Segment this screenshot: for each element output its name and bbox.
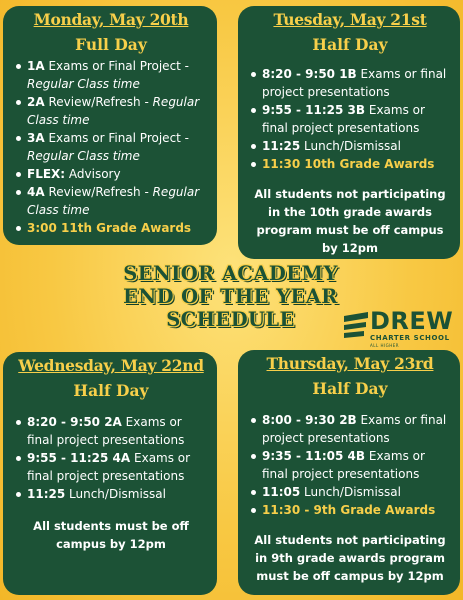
list-item-awards: 11:30 - 9th Grade Awards: [262, 501, 452, 519]
item-text: Exams or Final Project -: [44, 131, 190, 145]
item-text: Exams or final project presentations: [262, 413, 447, 445]
item-text: Review/Refresh -: [44, 185, 153, 199]
list-item: [27, 183, 209, 219]
list-item: [262, 411, 452, 447]
item-time: 8:00 - 9:30 2B: [262, 413, 357, 427]
item-text: Exams or Final Project -: [44, 59, 190, 73]
list-item: [262, 137, 452, 155]
list-item: [27, 93, 209, 129]
item-time: 11:25: [262, 139, 301, 153]
logo-name: DREW: [370, 307, 454, 335]
page-title: [98, 262, 363, 331]
item-text: Advisory: [65, 167, 121, 181]
tuesday-day-heading: Tuesday, May 21st: [273, 10, 427, 29]
title-line: END OF THE YEAR: [123, 285, 338, 308]
list-item: [27, 449, 209, 485]
list-item: [262, 447, 452, 483]
tuesday-card: [238, 6, 460, 259]
item-text: Exams or final project presentations: [262, 449, 425, 481]
item-time: 2A: [27, 95, 45, 109]
wednesday-schedule-list: [13, 413, 209, 503]
monday-day-heading: Monday, May 20th: [33, 10, 189, 29]
thursday-day-type: Half Day: [312, 379, 388, 398]
item-time: 4A: [27, 185, 45, 199]
item-text: Exams or final project presentations: [27, 451, 191, 483]
item-text: Exams or final project presentations: [27, 415, 185, 447]
item-text: Exams or final project presentations: [262, 103, 425, 135]
list-item: [27, 129, 209, 165]
list-item-awards: 3:00 11th Grade Awards: [27, 219, 209, 237]
thursday-day-heading: Thursday, May 23rd: [266, 354, 434, 373]
list-item: [27, 165, 209, 183]
drew-logo: [340, 306, 460, 352]
logo-subtitle: CHARTER SCHOOL: [370, 334, 450, 342]
item-text: Lunch/Dismissal: [300, 485, 401, 499]
list-item: [27, 57, 209, 93]
list-item: [27, 485, 209, 503]
item-text: Lunch/Dismissal: [300, 139, 401, 153]
item-text: Lunch/Dismissal: [65, 487, 166, 501]
item-time: 11:05: [262, 485, 301, 499]
title-line: SENIOR ACADEMY: [123, 262, 338, 285]
list-item-awards: 11:30 10th Grade Awards: [262, 155, 452, 173]
item-note: Regular Class time: [27, 149, 140, 163]
item-time: 9:55 - 11:25 4A: [27, 451, 131, 465]
item-time: 1A: [27, 59, 45, 73]
tuesday-schedule-list: [248, 65, 452, 173]
wednesday-card: [3, 352, 217, 595]
item-time: 8:20 - 9:50 1B: [262, 67, 357, 81]
tuesday-day-type: Half Day: [312, 35, 388, 54]
list-item: [262, 65, 452, 101]
item-time: 9:35 - 11:05 4B: [262, 449, 366, 463]
item-time: 11:25: [27, 487, 66, 501]
thursday-card: [238, 350, 460, 595]
item-text: Review/Refresh -: [44, 95, 153, 109]
monday-schedule-list: [13, 57, 209, 237]
title-line: SCHEDULE: [166, 308, 295, 331]
item-time: 9:55 - 11:25 3B: [262, 103, 366, 117]
thursday-note: All students not participating in 9th grade awards program must be off campus by 12pm: [254, 533, 446, 583]
wednesday-day-heading: Wednesday, May 22nd: [18, 356, 204, 375]
item-time: FLEX:: [27, 167, 66, 181]
item-time: 3A: [27, 131, 45, 145]
logo-mark-icon: [342, 310, 370, 340]
item-time: 8:20 - 9:50 2A: [27, 415, 122, 429]
list-item: [262, 101, 452, 137]
monday-card: [3, 6, 217, 245]
monday-day-type: Full Day: [75, 35, 147, 54]
logo-tagline: ALL HIGHER: [370, 343, 400, 348]
wednesday-day-type: Half Day: [73, 381, 149, 400]
tuesday-note: All students not participating in the 10th grade awards program must be off campus by 12pm: [254, 187, 446, 255]
item-note: Regular Class time: [27, 95, 200, 127]
item-note: Regular Class time: [27, 77, 140, 91]
thursday-schedule-list: [248, 411, 452, 519]
list-item: [27, 413, 209, 449]
item-note: Regular Class time: [27, 185, 200, 217]
list-item: [262, 483, 452, 501]
item-text: Exams or final project presentations: [262, 67, 447, 99]
wednesday-note: All students must be off campus by 12pm: [33, 519, 189, 551]
